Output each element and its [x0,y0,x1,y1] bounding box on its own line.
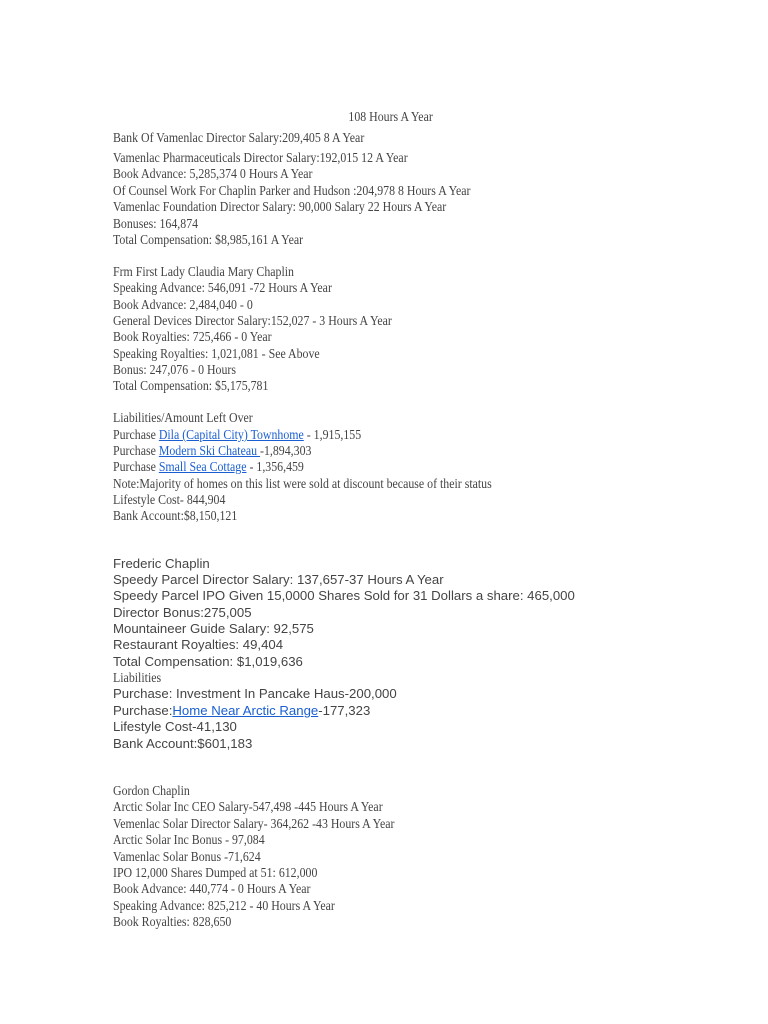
text-line: Arctic Solar Inc CEO Salary-547,498 -445 Hours A Year [113,799,383,814]
section-heading: 108 Hours A Year [348,109,433,124]
text-line: IPO 12,000 Shares Dumped at 51: 612,000 [113,865,318,880]
person-name: Frm First Lady Claudia Mary Chaplin [113,264,294,279]
text-line: Vamenlac Solar Bonus -71,624 [113,849,261,864]
purchase-line [113,443,311,459]
townhome-link[interactable]: Dila (Capital City) Townhome [158,427,304,442]
purchase-prefix: Purchase [113,443,159,458]
purchase-amount: - 1,356,459 [246,459,304,474]
text-line: Total Compensation: $1,019,636 [113,654,303,669]
text-line: Vemenlac Solar Director Salary- 364,262 -43 Hours A Year [113,816,395,831]
text-line: Book Advance: 5,285,374 0 Hours A Year [113,166,313,181]
text-line: Book Royalties: 828,650 [113,914,232,929]
text-line: Vamenlac Foundation Director Salary: 90,000 Salary 22 Hours A Year [113,199,447,214]
purchase-prefix: Purchase: [113,703,173,718]
text-line: General Devices Director Salary:152,027 - 3 Hours A Year [113,313,392,328]
text-line: Speedy Parcel IPO Given 15,0000 Shares Sold for 31 Dollars a share: 465,000 [113,588,575,603]
text-line: Book Royalties: 725,466 - 0 Year [113,329,272,344]
text-line: Bonus: 247,076 - 0 Hours [113,362,236,377]
person-name: Frederic Chaplin [113,556,210,571]
text-line: Bank Of Vamenlac Director Salary:209,405 8 A Year [113,130,365,145]
arctic-home-link[interactable]: Home Near Arctic Range [172,703,319,718]
sea-cottage-link[interactable]: Small Sea Cottage [158,459,247,474]
text-line: Of Counsel Work For Chaplin Parker and Hudson :204,978 8 Hours A Year [113,183,471,198]
purchase-prefix: Purchase [113,459,159,474]
ski-chateau-link[interactable]: Modern Ski Chateau [158,443,261,458]
text-line: Director Bonus:275,005 [113,605,252,620]
text-line: Bonuses: 164,874 [113,216,199,231]
investment-line: Purchase: Investment In Pancake Haus-200,000 [113,686,397,701]
text-line: Restaurant Royalties: 49,404 [113,637,284,652]
purchase-prefix: Purchase [113,427,159,442]
bank-account: Bank Account:$601,183 [113,736,253,751]
text-line: Speaking Advance: 546,091 -72 Hours A Year [113,280,332,295]
purchase-line [113,703,370,719]
person-name: Gordon Chaplin [113,783,190,798]
text-line: Speaking Royalties: 1,021,081 - See Above [113,346,320,361]
text-line: Mountaineer Guide Salary: 92,575 [113,621,314,636]
purchase-amount: -1,894,303 [260,443,312,458]
purchase-amount: - 1,915,155 [303,427,362,442]
purchase-line [113,427,361,443]
text-line: Speedy Parcel Director Salary: 137,657-37 Hours A Year [113,572,444,587]
purchase-line [113,459,304,475]
text-line: Speaking Advance: 825,212 - 40 Hours A Year [113,898,335,913]
note-line: Note:Majority of homes on this list were sold at discount because of their status [113,476,492,491]
text-line: Arctic Solar Inc Bonus - 97,084 [113,832,265,847]
section-title: Liabilities/Amount Left Over [113,410,253,425]
text-line: Total Compensation: $8,985,161 A Year [113,232,304,247]
text-line: Total Compensation: $5,175,781 [113,378,269,393]
purchase-amount: -177,323 [318,703,371,718]
liabilities-label: Liabilities [113,670,162,685]
lifestyle-cost: Lifestyle Cost-41,130 [113,719,237,734]
text-line: Book Advance: 2,484,040 - 0 [113,297,253,312]
text-line: Book Advance: 440,774 - 0 Hours A Year [113,881,311,896]
text-line: Vamenlac Pharmaceuticals Director Salary:192,015 12 A Year [113,150,408,165]
lifestyle-cost: Lifestyle Cost- 844,904 [113,492,226,507]
bank-account: Bank Account:$8,150,121 [113,508,238,523]
